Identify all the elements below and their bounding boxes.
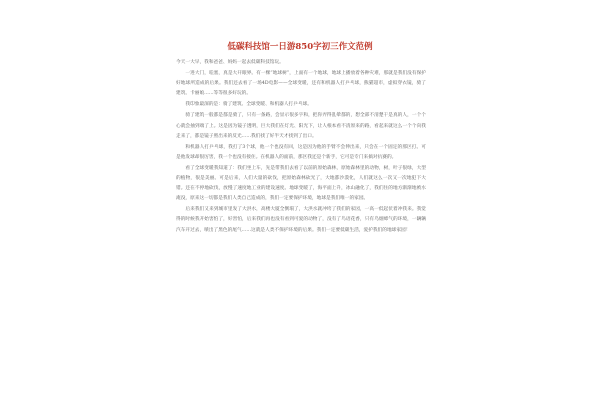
document-paragraph: 一进大门，哇塞，真是大开眼界。有一棵“地球树”，上面有一个地球，地球上播放着各种灾难，那就是我们没有保护好地球所造成的后果。我们还去看了一场4D电影——全球变暖，还有和机器人打乒乓球，熊猫超市，虚拟穿衣镜，骑了建筑、卡丽娘……等等很多好玩的。 — [176, 71, 426, 97]
document-paragraph: 看了全球变暖我知道了：我们坐上车，先是带我们去看了以前的原始森林，原始森林里的动物，树，叶子很绿，大型的植物，很是美丽。可是后来，人们大量的砍伐，把原始森林砍光了，大地都沙漠化，人们就这么一次又一次地犯下大错。还在不停地砍伐，放慢了速度地工业的建设速度。地球变暖了，海平面上升，冰山融化了，我们住的地方渐渐地被水淹没，原来这一切都是我们人类自己造成的，我们一定要保护环境，地球是我们唯一的家园。 — [176, 165, 426, 202]
document-body — [176, 58, 426, 237]
document-paragraph: 骑了建筑一般都是都是骑了，只有一条路，会显示很多字和，把你弄得乱晕都的，想全部不清楚干是真的人，一个个心就会抽到端了上。这是因为镜子透明，巨大我们在灯光、阳光下，让人根本看不清原来的路，看起来就这么一个个向我走来了，都是镜子照出来的反光……我们找了好半天才找到了出口。 — [176, 113, 426, 139]
document-paragraph: 后来我们又来到城市里发了大洪水，高楼大厦全倒塌了，大洪水就冲垮了我们的家园，一高一低起伏着冲我来。我觉得的时候我开始害怕了，好害怕，后来我们再也没有看到可爱的动物了，没有了鸟语花香，只有乌烟瘴气的环境，一辆辆汽车开过去，喷出了黑色的尾气……这就是人类不保护环境的后果。我们一定要低碳生活，爱护我们的地球家园！ — [176, 207, 426, 233]
document-paragraph: 我印象最深的是：骑了建筑、全球变暖、和机器人打乒乓球。 — [185, 102, 312, 108]
document-paragraph: 和机器人打乒乓球，我打了3个球，他一个也没有回，这是因为他的手臂不会伸出来，只会在一个固定的那区打。可是他发球却很厉害，我一个也没有接住。在机器人的面前，那区我还是个新手，它可是专门来搞对抗赛的。 — [176, 144, 426, 160]
document-title: 低碳科技馆一日游850字初三作文范例 — [227, 42, 373, 52]
document-paragraph: 今天一大早，我和爸爸、妈妈一起去低碳科技馆玩。 — [176, 60, 284, 65]
